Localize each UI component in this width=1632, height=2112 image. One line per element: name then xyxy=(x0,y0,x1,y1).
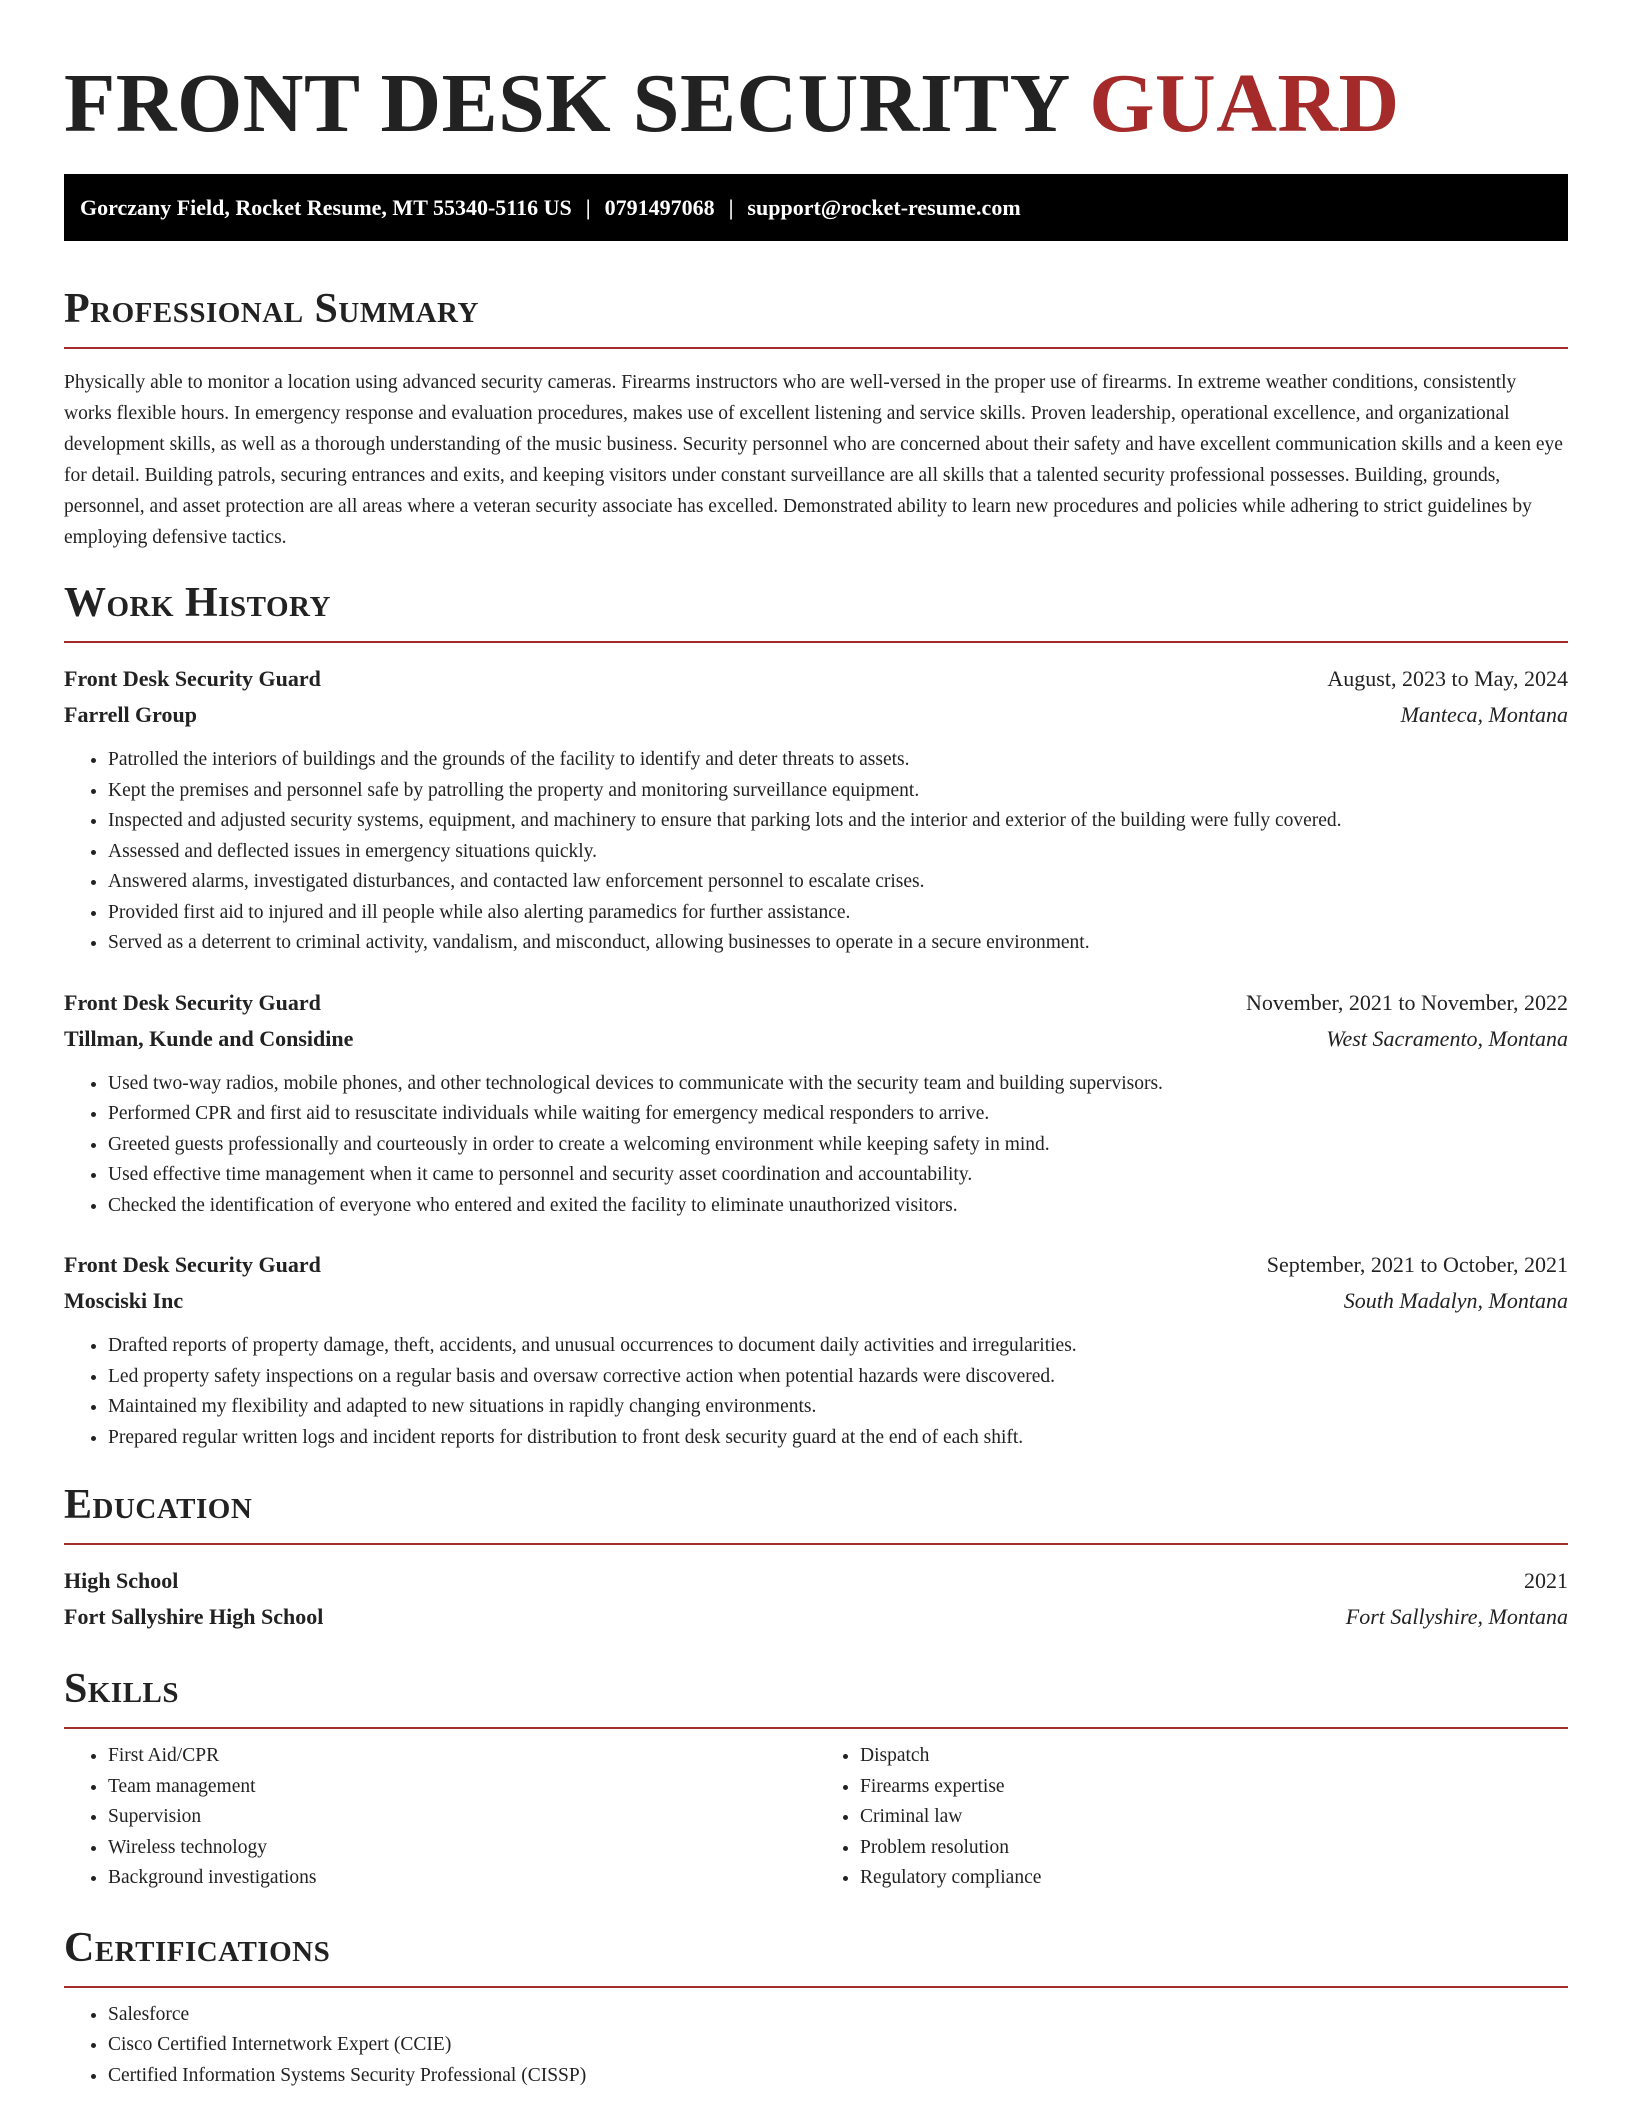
job-bullet: • Maintained my flexibility and adapted to new situations in rapidly changing environments. xyxy=(108,1392,1568,1423)
job-entry xyxy=(64,661,1568,959)
job-bullets xyxy=(64,745,1568,959)
section-title-summary: Professional Summary xyxy=(64,286,479,332)
contact-bar xyxy=(64,174,1568,241)
skill-item: • First Aid/CPR xyxy=(108,1741,816,1772)
job-bullet: • Used effective time management when it came to personnel and security asset coordination and accountability. xyxy=(108,1160,1568,1191)
education-degree: High School xyxy=(64,1568,179,1593)
job-bullet: • Kept the premises and personnel safe by patrolling the property and monitoring surveillance equipment. xyxy=(108,776,1568,807)
skill-item: • Firearms expertise xyxy=(860,1772,1568,1803)
contact-address: Gorczany Field, Rocket Resume, MT 55340-5116 US xyxy=(80,195,572,220)
job-bullet: • Served as a deterrent to criminal activity, vandalism, and misconduct, allowing businesses to operate in a secure environment. xyxy=(108,928,1568,959)
certifications-list xyxy=(64,2000,1568,2092)
job-title: Front Desk Security Guard xyxy=(64,666,321,691)
job-bullet: • Answered alarms, investigated disturbances, and contacted law enforcement personnel to escalate crises. xyxy=(108,867,1568,898)
job-bullet: • Greeted guests professionally and courteously in order to create a welcoming environment while keeping safety in mind. xyxy=(108,1130,1568,1161)
job-bullet: • Checked the identification of everyone who entered and exited the facility to eliminate unauthorized visitors. xyxy=(108,1191,1568,1222)
job-company: Farrell Group xyxy=(64,702,198,727)
certification-item: • Salesforce xyxy=(108,2000,1568,2031)
job-entry xyxy=(64,1247,1568,1453)
job-dates: November, 2021 to November, 2022 xyxy=(1245,989,1568,1015)
job-location: South Madalyn, Montana xyxy=(1343,1288,1568,1313)
summary-section xyxy=(64,285,1568,553)
job-entry xyxy=(64,985,1568,1222)
job-bullet: • Assessed and deflected issues in emergency situations quickly. xyxy=(108,837,1568,868)
job-dates: August, 2023 to May, 2024 xyxy=(1327,666,1568,691)
education-section xyxy=(64,1481,1568,1635)
job-location: West Sacramento, Montana xyxy=(1326,1025,1568,1051)
certifications-section xyxy=(64,1924,1568,2092)
skills-list-right xyxy=(816,1741,1568,1894)
skill-item: • Team management xyxy=(108,1772,816,1803)
job-company: Mosciski Inc xyxy=(64,1288,184,1313)
section-divider xyxy=(64,1986,1568,1988)
skills-grid xyxy=(64,1741,1568,1894)
summary-text: Physically able to monitor a location using advanced security cameras. Firearms instructors who are well-versed in the proper use of firearms. In extreme weather conditions, consistently works flexible hours. In emergency response and evaluation procedures, makes use of excellent listening and service skills. Proven leadership, operational excellence, and organizational development skills, as well as a thorough understanding of the music business. Security personnel who are concerned about their safety and have excellent communication skills and a keen eye for detail. Building patrols, securing entrances and exits, and keeping visitors under constant surveillance are all skills that a talented security professional possesses. Building, grounds, personnel, and asset protection are all areas where a veteran security associate has excelled. Demonstrated ability to learn new procedures and policies while adhering to strict guidelines by employing defensive tactics. xyxy=(64,372,1563,548)
section-title-skills: Skills xyxy=(64,1666,180,1712)
education-school: Fort Sallyshire High School xyxy=(64,1604,324,1629)
skill-item: • Criminal law xyxy=(860,1802,1568,1833)
certification-item: • Certified Information Systems Security Professional (CISSP) xyxy=(108,2061,1568,2092)
skills-section xyxy=(64,1665,1568,1894)
job-dates: September, 2021 to October, 2021 xyxy=(1266,1252,1568,1277)
name-accent: GUARD xyxy=(1089,57,1400,150)
work-history-section xyxy=(64,579,1568,1453)
skill-item: • Wireless technology xyxy=(108,1833,816,1864)
skill-item: • Background investigations xyxy=(108,1863,816,1894)
resume-page xyxy=(64,0,1568,2091)
skill-item: • Dispatch xyxy=(860,1741,1568,1772)
job-bullet: • Patrolled the interiors of buildings and the grounds of the facility to identify and deter threats to assets. xyxy=(108,745,1568,776)
skills-list-left xyxy=(64,1741,816,1894)
section-title-work-history: Work History xyxy=(64,580,331,626)
job-title: Front Desk Security Guard xyxy=(64,1252,321,1277)
job-bullets xyxy=(64,1331,1568,1453)
contact-separator: | xyxy=(585,195,591,220)
job-bullets xyxy=(64,1069,1568,1222)
name-main: FRONT DESK SECURITY xyxy=(64,57,1068,150)
section-divider xyxy=(64,347,1568,349)
job-bullet: • Inspected and adjusted security systems, equipment, and machinery to ensure that parking lots and the interior and exterior of the building were fully covered. xyxy=(108,806,1568,837)
contact-phone: 0791497068 xyxy=(604,195,715,220)
section-divider xyxy=(64,1727,1568,1729)
job-bullet: • Led property safety inspections on a regular basis and oversaw corrective action when potential hazards were discovered. xyxy=(108,1362,1568,1393)
job-bullet: • Provided first aid to injured and ill people while also alerting paramedics for further assistance. xyxy=(108,898,1568,929)
section-title-certifications: Certifications xyxy=(64,1924,331,1971)
job-company: Tillman, Kunde and Considine xyxy=(64,1025,354,1051)
job-bullet: • Prepared regular written logs and incident reports for distribution to front desk security guard at the end of each shift. xyxy=(108,1423,1568,1454)
contact-separator: | xyxy=(728,195,734,220)
job-bullet: • Drafted reports of property damage, theft, accidents, and unusual occurrences to document daily activities and irregularities. xyxy=(108,1331,1568,1362)
skill-item: • Regulatory compliance xyxy=(860,1863,1568,1894)
skill-item: • Problem resolution xyxy=(860,1833,1568,1864)
resume-name xyxy=(64,0,1568,150)
section-divider xyxy=(64,641,1568,643)
job-title: Front Desk Security Guard xyxy=(64,989,321,1015)
section-title-education: Education xyxy=(64,1482,253,1528)
education-year: 2021 xyxy=(1524,1568,1568,1593)
education-location: Fort Sallyshire, Montana xyxy=(1345,1604,1568,1629)
job-location: Manteca, Montana xyxy=(1400,702,1568,727)
contact-email: support@rocket-resume.com xyxy=(747,195,1021,220)
certification-item: • Cisco Certified Internetwork Expert (CCIE) xyxy=(108,2030,1568,2061)
skill-item: • Supervision xyxy=(108,1802,816,1833)
job-bullet: • Used two-way radios, mobile phones, and other technological devices to communicate with the security team and building supervisors. xyxy=(108,1069,1568,1100)
section-divider xyxy=(64,1543,1568,1545)
job-bullet: • Performed CPR and first aid to resuscitate individuals while waiting for emergency medical responders to arrive. xyxy=(108,1099,1568,1130)
